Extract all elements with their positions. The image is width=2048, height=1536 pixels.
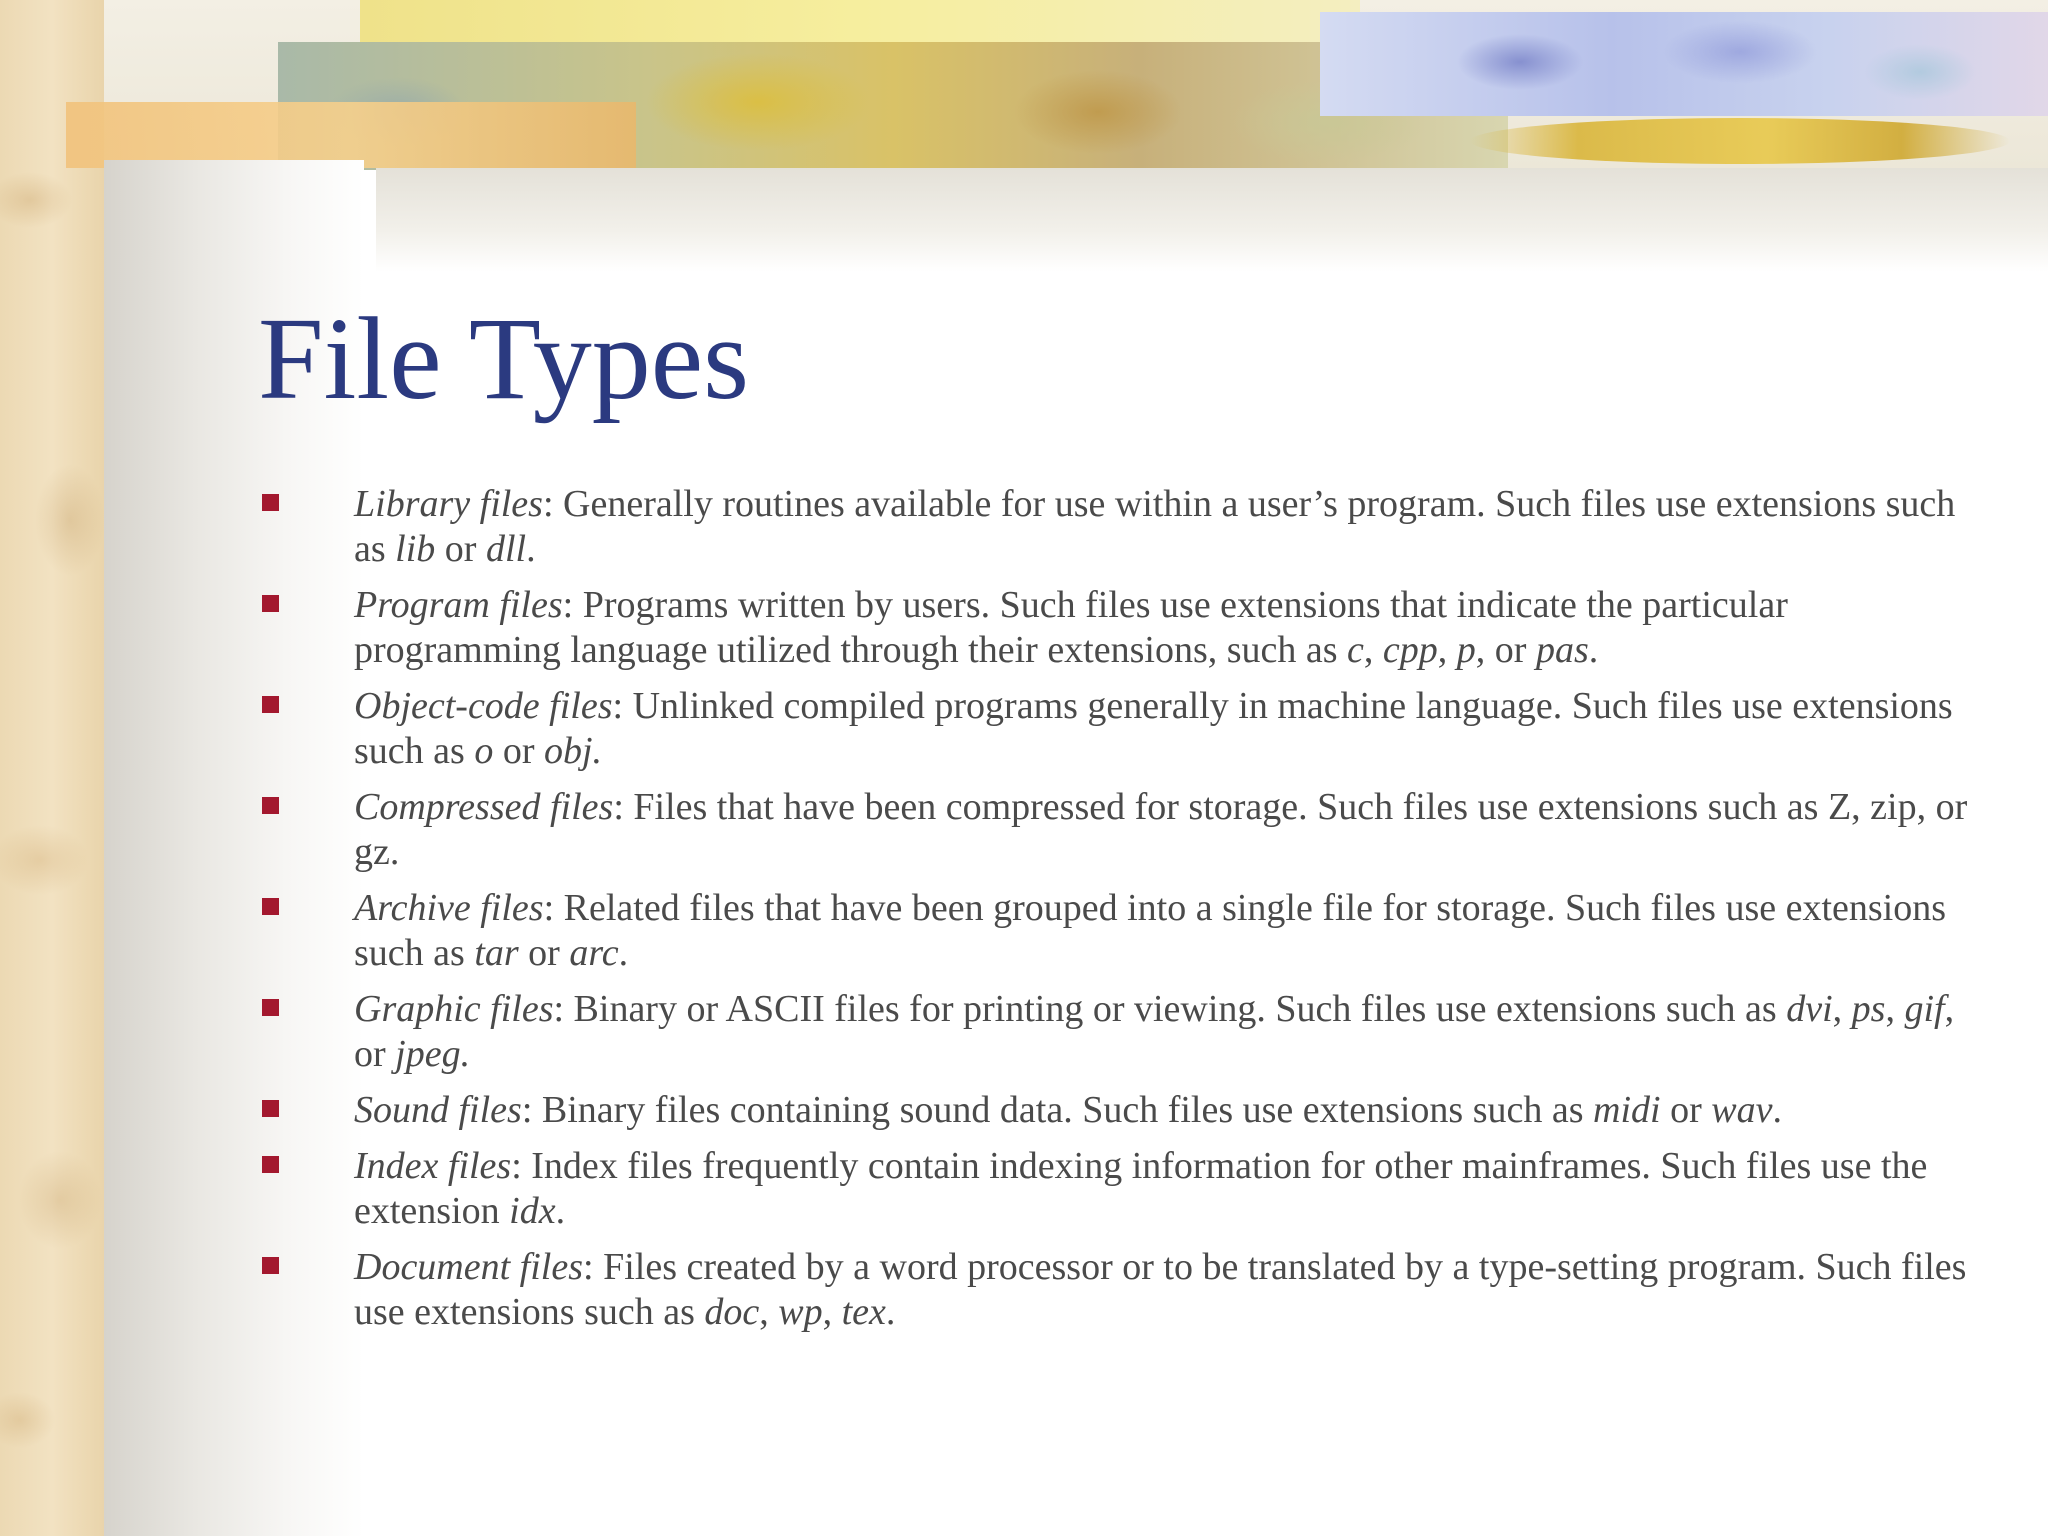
extension: jpeg. xyxy=(395,1033,471,1075)
bullet-term: Graphic files xyxy=(354,988,554,1030)
extension: c xyxy=(1347,629,1364,671)
header-gold-spray xyxy=(1470,118,2010,164)
bullet-text: : Binary or ASCII files for printing or viewing. Such files use extensions such as xyxy=(553,988,1787,1030)
extension: o xyxy=(474,730,494,772)
bullet-archive-files xyxy=(262,886,1982,976)
bullet-term: Document files xyxy=(354,1246,584,1288)
separator: , xyxy=(1363,629,1383,671)
header-yellow-texture xyxy=(360,0,1360,48)
bullet-text: . xyxy=(555,1190,566,1232)
square-bullet-icon xyxy=(262,1156,279,1173)
extension: p xyxy=(1456,629,1476,671)
extension: gif xyxy=(1904,988,1945,1030)
square-bullet-icon xyxy=(262,999,279,1016)
bullet-text: or xyxy=(518,932,570,974)
extension: obj. xyxy=(543,730,603,772)
header-orange-strip xyxy=(66,102,636,168)
bullet-index-files xyxy=(262,1144,1982,1234)
bullet-term: Program files xyxy=(354,584,563,626)
bullet-text: : Generally routines available for use within a user’s program. Such files use extensions such as xyxy=(354,483,1956,570)
square-bullet-icon xyxy=(262,696,279,713)
bullet-text: . xyxy=(618,932,629,974)
extension: arc xyxy=(569,932,619,974)
bullet-text: : Files that have been compressed for storage. Such files use extensions such as Z, zip, or gz. xyxy=(354,786,1968,873)
bullet-text: or xyxy=(435,528,486,570)
extension: wav xyxy=(1711,1089,1773,1131)
bullet-text: : Related files that have been grouped into a single file for storage. Such files use extensions such as xyxy=(354,887,1947,974)
extension: pas xyxy=(1535,629,1589,671)
bullet-text: . xyxy=(885,1291,896,1333)
separator: , xyxy=(1437,629,1457,671)
bullet-text: . xyxy=(526,528,536,570)
bullet-text: : Programs written by users. Such files use extensions that indicate the particular programming language utilized through their extensions, such as xyxy=(354,584,1788,671)
bullet-library-files xyxy=(262,482,1982,572)
separator: , or xyxy=(354,988,1955,1075)
extension: idx xyxy=(509,1190,556,1232)
square-bullet-icon xyxy=(262,1257,279,1274)
bullet-term: Index files xyxy=(354,1145,512,1187)
extension: doc xyxy=(704,1291,760,1333)
extension: ps xyxy=(1851,988,1886,1030)
square-bullet-icon xyxy=(262,494,279,511)
bullet-text: : Binary files containing sound data. Such files use extensions such as xyxy=(521,1089,1594,1131)
separator: , xyxy=(1885,988,1905,1030)
bullet-term: Compressed files xyxy=(354,786,614,828)
extension: cpp xyxy=(1382,629,1438,671)
extension: lib xyxy=(395,528,436,570)
bullet-text: or xyxy=(493,730,544,772)
slide-title: File Types xyxy=(258,293,750,424)
extension: wp xyxy=(778,1291,823,1333)
bullet-term: Archive files xyxy=(354,887,544,929)
bullet-term: Sound files xyxy=(354,1089,522,1131)
header-blue-floral-image xyxy=(1320,12,2048,116)
bullet-sound-files xyxy=(262,1088,1982,1133)
separator: , xyxy=(759,1291,779,1333)
extension: tex xyxy=(841,1291,886,1333)
bullet-program-files xyxy=(262,583,1982,673)
extension: dvi xyxy=(1786,988,1833,1030)
square-bullet-icon xyxy=(262,1100,279,1117)
title-panel-shadow xyxy=(376,168,2048,272)
extension: tar xyxy=(474,932,519,974)
square-bullet-icon xyxy=(262,898,279,915)
square-bullet-icon xyxy=(262,595,279,612)
bullet-text: : Index files frequently contain indexing information for other mainframes. Such files use the extension xyxy=(354,1145,1928,1232)
bullet-graphic-files xyxy=(262,987,1982,1077)
separator: , or xyxy=(1475,629,1536,671)
extension: midi xyxy=(1593,1089,1661,1131)
bullet-term: Object-code files xyxy=(354,685,613,727)
bullet-text: . xyxy=(1772,1089,1782,1131)
extension: dll xyxy=(485,528,527,570)
separator: , xyxy=(822,1291,842,1333)
bullet-list xyxy=(262,482,1982,1346)
bullet-text: : Files created by a word processor or to be translated by a type-setting program. Such files use extensions such as xyxy=(354,1246,1967,1333)
square-bullet-icon xyxy=(262,797,279,814)
bullet-compressed-files xyxy=(262,785,1982,875)
bullet-text: . xyxy=(1588,629,1599,671)
separator: , xyxy=(1832,988,1852,1030)
parchment-strip xyxy=(0,0,104,1536)
bullet-text: or xyxy=(1660,1089,1712,1131)
bullet-object-code-files xyxy=(262,684,1982,774)
bullet-document-files xyxy=(262,1245,1982,1335)
bullet-text: : Unlinked compiled programs generally in machine language. Such files use extensions such as xyxy=(354,685,1953,772)
bullet-term: Library files xyxy=(354,483,543,525)
